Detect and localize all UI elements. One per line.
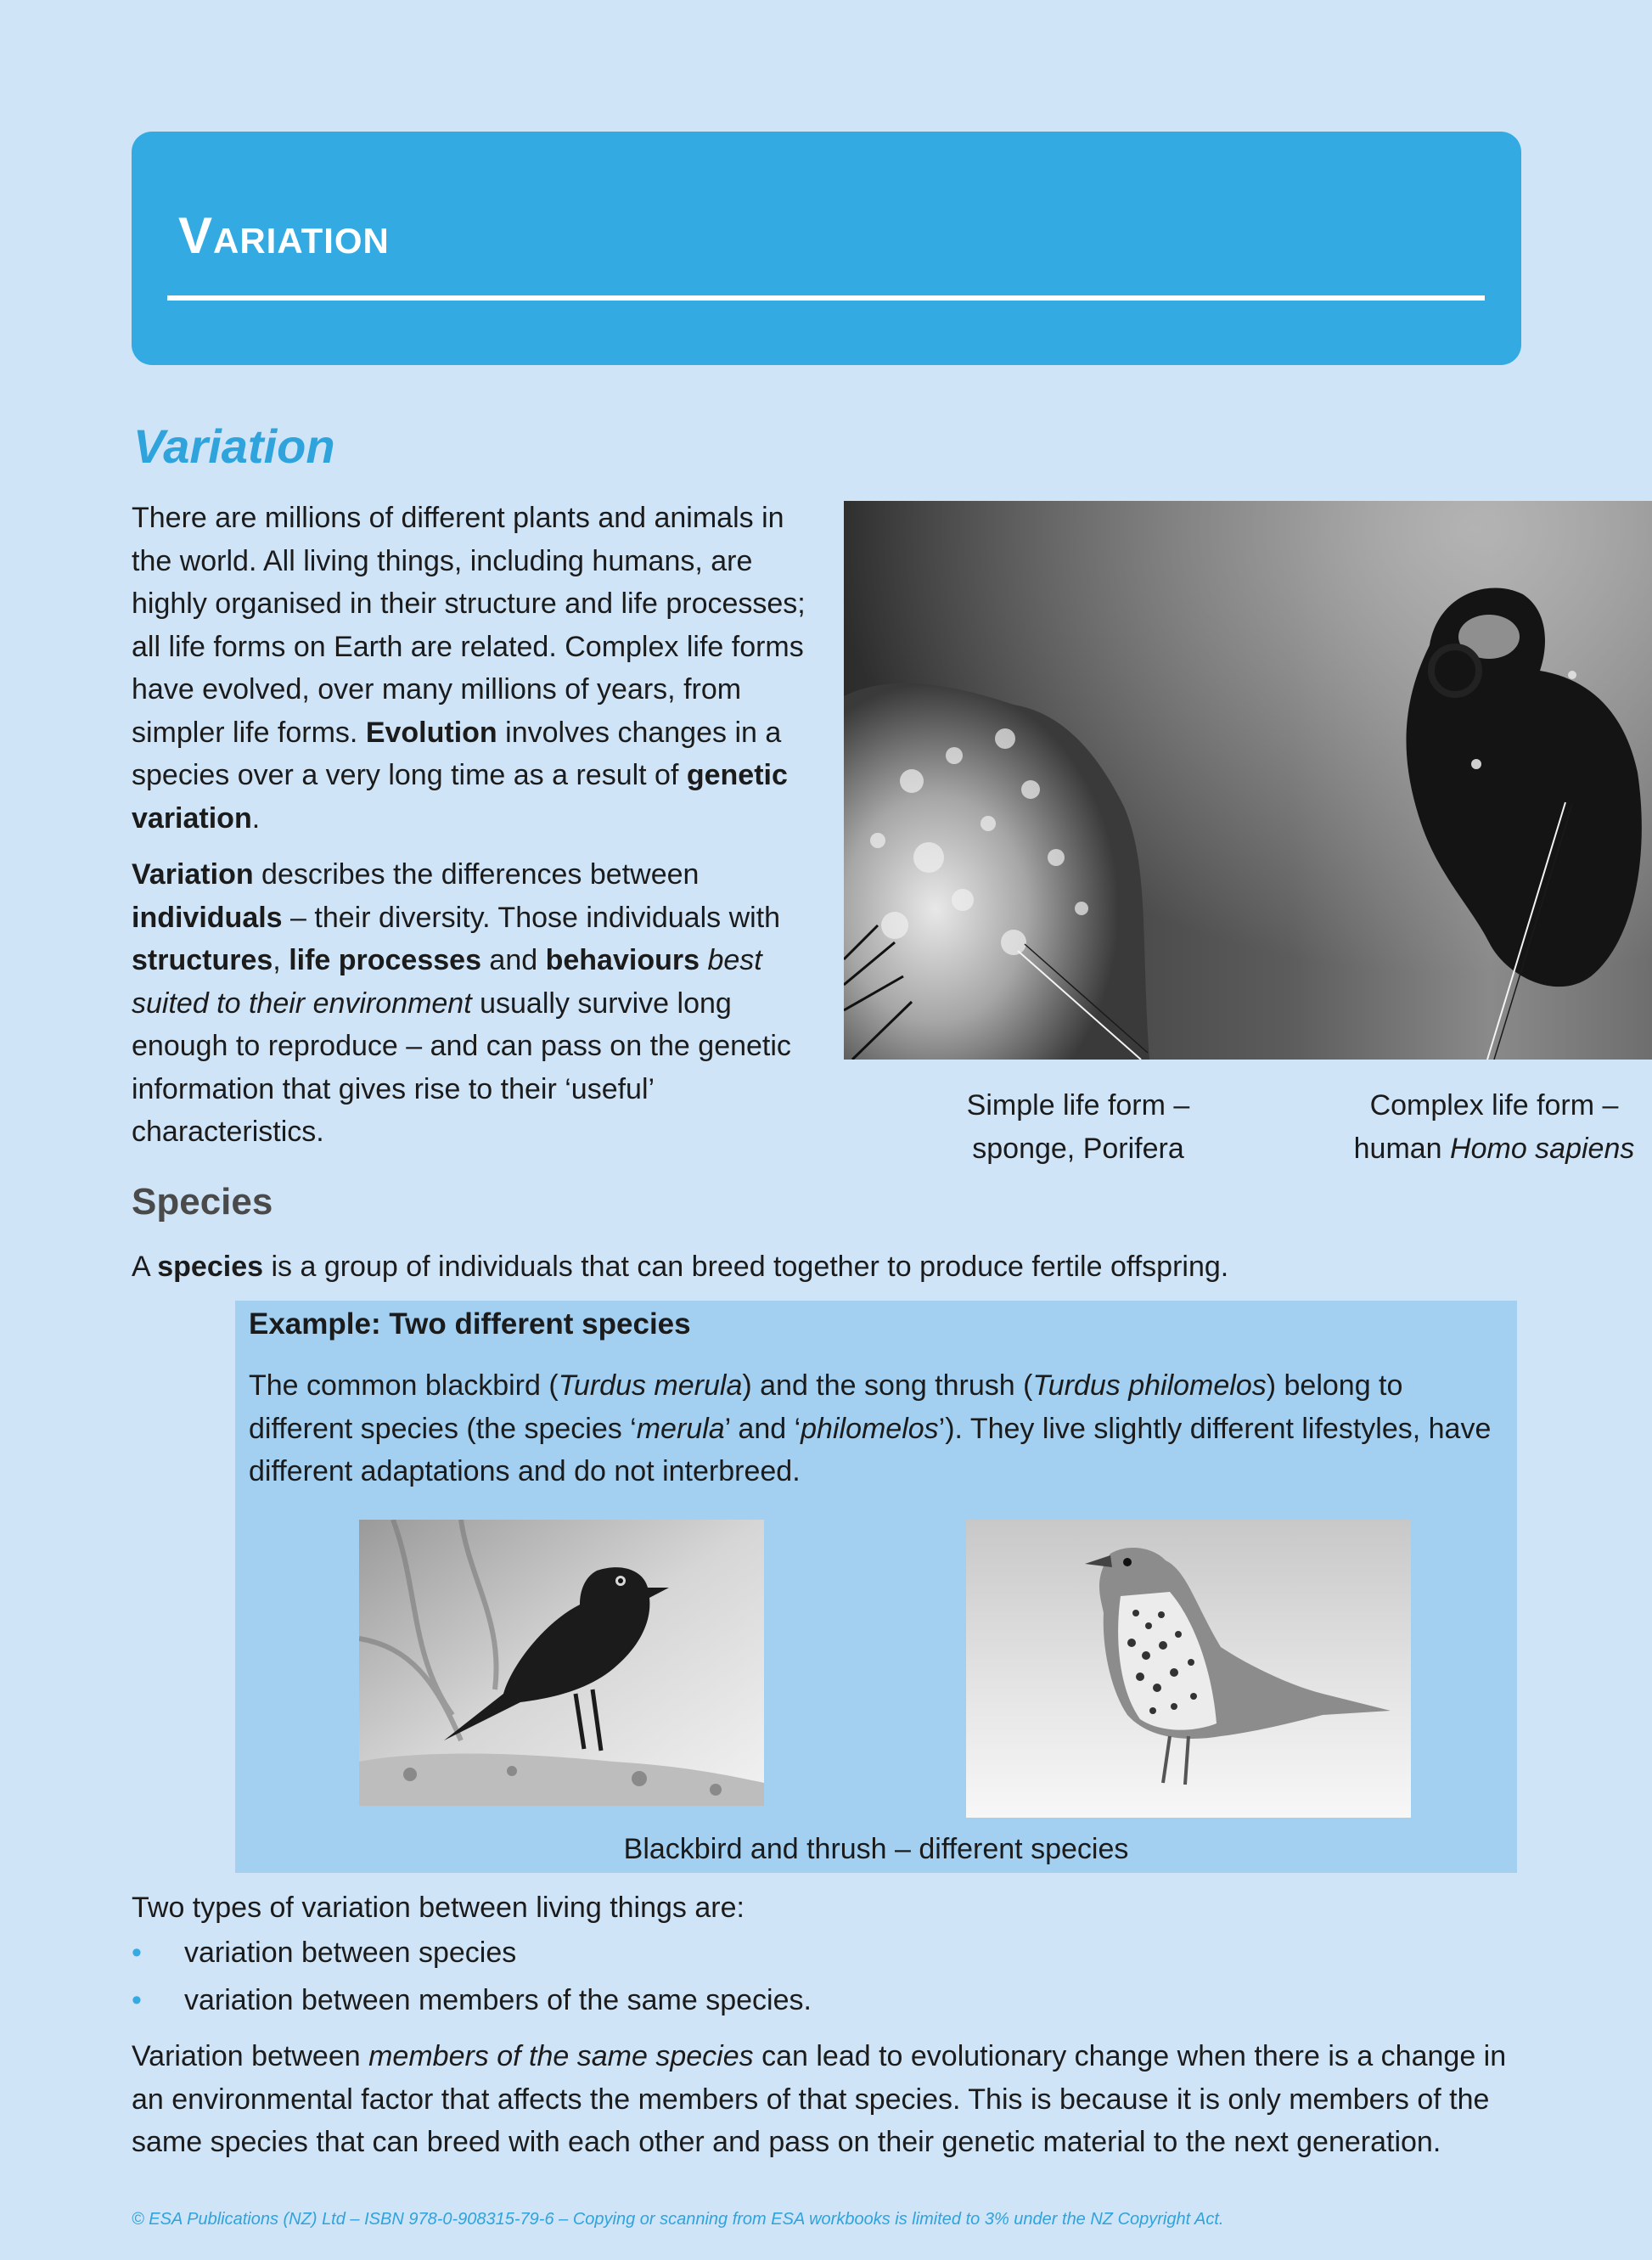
- caption-line: [1324, 1127, 1652, 1171]
- caption-line: Complex life form –: [1369, 1089, 1619, 1122]
- caption-line: Simple life form –: [966, 1089, 1190, 1122]
- text-run: ,: [273, 944, 289, 976]
- copyright-footer: © ESA Publications (NZ) Ltd – ISBN 978-0-908315-79-6 – Copying or scanning from ESA workbooks is limited to 3% under the NZ Copyright Act.: [132, 2210, 1224, 2229]
- bold-term: species: [157, 1251, 264, 1283]
- example-title: Example: Two different species: [249, 1307, 691, 1341]
- example-caption: Blackbird and thrush – different species: [623, 1833, 1129, 1865]
- text-run: is a group of individuals that can breed together to produce fertile offspring.: [263, 1251, 1229, 1283]
- text-run: ) belong to different species (the species ‘: [249, 1369, 1403, 1445]
- italic-term: Turdus merula: [558, 1369, 743, 1402]
- text-run: A: [132, 1251, 158, 1283]
- italic-term: members of the same species: [368, 2040, 754, 2072]
- list-item-text: variation between species: [184, 1937, 517, 1969]
- blackbird-photo: [359, 1520, 764, 1806]
- bold-term: Evolution: [365, 716, 497, 749]
- bold-term: structures: [132, 944, 273, 976]
- text-run: can lead to evolutionary change when there is a change in an environmental factor that affects the members of that species. This is because it is only members of the same species that can breed with each other and pass on their genetic material to the next generation.: [132, 2040, 1507, 2158]
- text-run: ’ and ‘: [724, 1412, 801, 1445]
- species-heading: Species: [132, 1181, 273, 1223]
- text-run: – their diversity. Those individuals with: [282, 901, 781, 934]
- bold-term: life processes: [289, 944, 481, 976]
- text-run: involves changes in a species over a very long time as a result of: [132, 716, 782, 791]
- text-run: The common blackbird (: [249, 1369, 559, 1402]
- caption-line: sponge, Porifera: [972, 1133, 1184, 1165]
- italic-term: philomelos: [801, 1412, 939, 1445]
- section-title: Variation: [133, 419, 335, 473]
- italic-term: merula: [636, 1412, 725, 1445]
- bold-term: Variation: [132, 858, 254, 891]
- intro-paragraph: [132, 497, 811, 840]
- bullet-icon: •: [132, 1984, 142, 2016]
- header-rule: [167, 295, 1485, 301]
- diver-sponge-photo: [844, 501, 1652, 1060]
- complex-life-form-caption: [1324, 1084, 1652, 1171]
- text-run: There are millions of different plants and animals in the world. All living things, including humans, are highly organised in their structure and life processes; all life forms on Earth are related. Complex life forms have evolved, over many millions of years, from simpler life forms.: [132, 502, 806, 749]
- song-thrush-photo: [966, 1520, 1411, 1818]
- chapter-title: Variation: [178, 207, 390, 264]
- caption-species-name: Homo sapiens: [1450, 1133, 1635, 1165]
- italic-term: best suited to their environment: [132, 944, 762, 1020]
- caption-text: human: [1353, 1133, 1451, 1165]
- italic-term: Turdus philomelos: [1032, 1369, 1267, 1402]
- text-run: .: [251, 801, 261, 835]
- bold-term: behaviours: [545, 944, 700, 976]
- bold-term: genetic variation: [132, 759, 788, 835]
- variation-paragraph: [132, 853, 811, 1154]
- variation-types-intro: Two types of variation between living things are:: [132, 1892, 745, 1924]
- list-item-text: variation between members of the same species.: [184, 1984, 812, 2016]
- text-run: and: [480, 944, 546, 976]
- final-paragraph: [132, 2035, 1524, 2164]
- text-run: ) and the song thrush (: [742, 1369, 1033, 1402]
- bold-term: individuals: [132, 901, 283, 934]
- list-item: [132, 1931, 812, 1979]
- variation-types-list: [132, 1931, 812, 2027]
- species-definition: [132, 1245, 1228, 1289]
- text-run: Variation between: [132, 2040, 369, 2072]
- bullet-icon: •: [132, 1937, 142, 1969]
- example-text: [249, 1364, 1497, 1493]
- text-run: describes the differences between: [253, 858, 700, 891]
- list-item: [132, 1979, 812, 2027]
- text-run: ’). They live slightly different lifestyles, have different adaptations and do not interbreed.: [249, 1412, 1492, 1487]
- text-run: usually survive long enough to reproduce – and can pass on the genetic information that gives rise to their ‘useful’ characteristics.: [132, 987, 791, 1148]
- simple-life-form-caption: [917, 1084, 1239, 1171]
